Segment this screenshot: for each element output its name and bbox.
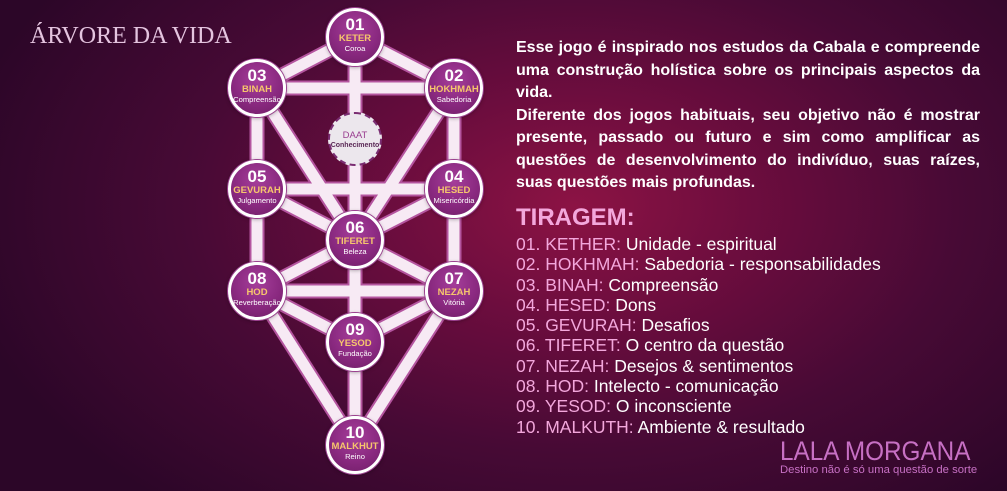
sephira-meaning: Compreensão (233, 94, 281, 104)
sephira-meaning: Misericórdia (433, 195, 475, 205)
sephira-hokhmah (425, 59, 483, 117)
spread-item (516, 295, 881, 315)
sephira-yesod (326, 313, 384, 371)
spread-item (516, 356, 881, 376)
spread-item-label: 07. NEZAH: (516, 355, 610, 376)
spread-list (516, 234, 881, 437)
sephira-meaning: Julgamento (237, 195, 277, 205)
spread-item (516, 396, 881, 416)
sephira-binah (228, 59, 286, 117)
sephira-name: BINAH (241, 83, 273, 95)
spread-item-text: Compreensão (608, 274, 719, 295)
description-paragraph: Diferente dos jogos habituais, seu objetivo não é mostrar presente, passado ou futuro e sim como amplificar as questões de desenvolvimento do indivíduo, suas raízes, suas questões mais profundas. (516, 106, 980, 191)
spread-item-label: 04. HESED: (516, 294, 611, 315)
page-title: ÁRVORE DA VIDA (30, 23, 232, 49)
sephira-number: 07 (444, 268, 464, 288)
sephira-hod (228, 262, 286, 320)
spread-item (516, 234, 881, 254)
sephira-name: MALKHUT (331, 440, 379, 452)
daat-name: DAAT (342, 129, 368, 141)
sephira-hesed (425, 160, 483, 218)
spread-item-label: 01. KETHER: (516, 234, 622, 254)
spread-item (516, 417, 881, 437)
sephira-name: TIFERET (335, 235, 375, 247)
spread-item-text: Desejos & sentimentos (614, 355, 794, 376)
sephira-meaning: Vitória (443, 297, 465, 307)
sephira-meaning: Sabedoria (436, 94, 472, 104)
spread-item (516, 275, 881, 295)
spread-item-label: 10. MALKUTH: (516, 416, 634, 437)
spread-item-text: O inconsciente (615, 396, 732, 417)
sephira-number: 05 (247, 166, 267, 186)
sephira-number: 09 (345, 319, 365, 339)
spread-item-label: 09. YESOD: (516, 396, 612, 417)
sephira-name: HOKHMAH (429, 83, 479, 95)
daat-meaning: Conhecimento (330, 141, 380, 149)
sephira-name: YESOD (338, 337, 372, 349)
spread-item-label: 02. HOKHMAH: (516, 254, 640, 275)
sephira-daat (328, 112, 382, 166)
sephira-number: 01 (345, 14, 365, 34)
sephira-gevurah (228, 160, 286, 218)
sephira-meaning: Reverberação (233, 297, 281, 307)
sephira-tiferet (326, 211, 384, 269)
spread-item-label: 03. BINAH: (516, 274, 604, 295)
sephira-number: 04 (444, 166, 464, 186)
sephira-meaning: Reino (345, 451, 365, 461)
spread-heading: TIRAGEM: (516, 204, 635, 231)
description-paragraph: Esse jogo é inspirado nos estudos da Cabala e compreende uma construção holística sobre os principais aspectos da vida. (516, 39, 980, 101)
brand-tagline: Destino não é só uma questão de sorte (780, 464, 978, 476)
description (516, 37, 980, 195)
sephira-name: HOD (246, 286, 268, 298)
sephira-number: 03 (247, 65, 267, 85)
spread-item (516, 315, 881, 335)
brand-logo: LALA MORGANA (780, 436, 971, 466)
sephira-nezah (425, 262, 483, 320)
spread-item (516, 254, 881, 274)
spread-item (516, 335, 881, 355)
spread-item-text: Sabedoria - responsabilidades (644, 254, 881, 275)
spread-item-label: 05. GEVURAH: (516, 315, 637, 336)
sephira-meaning: Fundação (338, 348, 372, 358)
spread-item-text: O centro da questão (625, 335, 785, 356)
sephira-name: KETER (338, 32, 372, 44)
spread-item-label: 08. HOD: (516, 376, 589, 397)
spread-item-text: Intelecto - comunicação (593, 376, 779, 397)
sephira-number: 08 (247, 268, 267, 288)
sephira-name: HESED (437, 184, 471, 196)
sephira-name: NEZAH (437, 286, 471, 298)
spread-item-text: Ambiente & resultado (637, 416, 805, 437)
sephira-meaning: Beleza (343, 246, 367, 256)
sephira-malkhut (326, 416, 384, 474)
sephira-name: GEVURAH (233, 184, 281, 196)
spread-item-text: Desafios (641, 315, 710, 336)
spread-item (516, 376, 881, 396)
sephira-keter (326, 8, 384, 66)
sephira-number: 10 (345, 422, 365, 442)
spread-item-text: Unidade - espiritual (625, 234, 777, 254)
spread-item-text: Dons (615, 294, 657, 315)
spread-item-label: 06. TIFERET: (516, 335, 621, 356)
sephira-meaning: Coroa (344, 43, 366, 53)
sephira-number: 06 (345, 217, 365, 237)
sephira-number: 02 (444, 65, 464, 85)
